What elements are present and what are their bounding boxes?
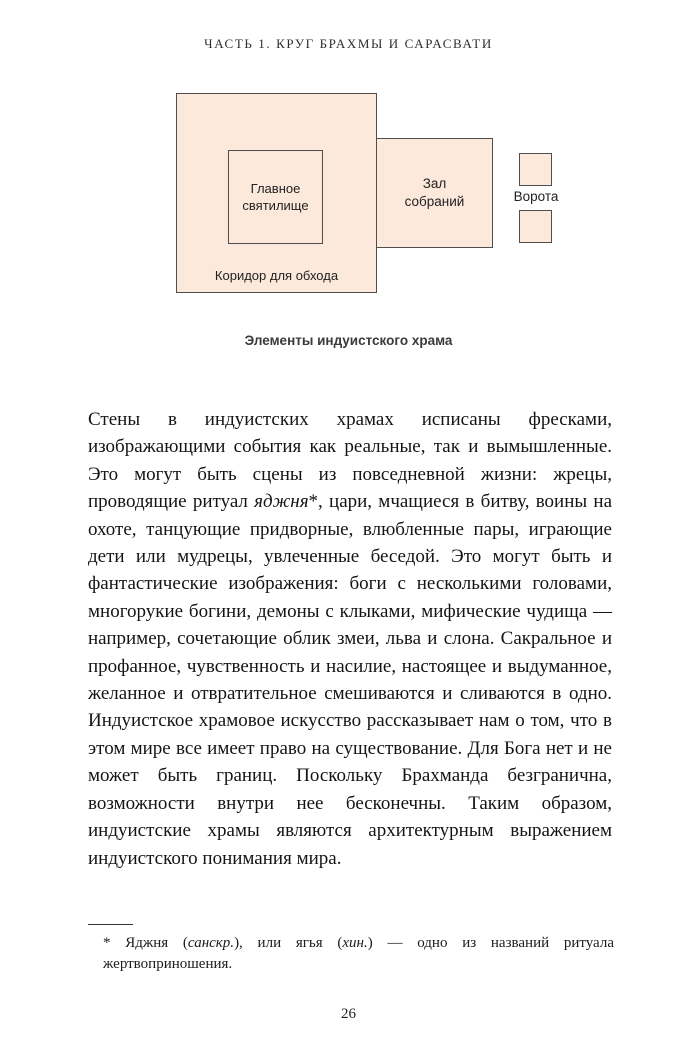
body-paragraph [88, 406, 612, 872]
text-segment: ) — одно из названий ритуала жертвоприношения. [103, 935, 614, 972]
text-segment: Стены в индуистских храмах исписаны фресками, изображающими события как реальные, так и вымышленные. Это могут быть сцены из повседневной жизни: жрецы, проводящие ритуал [88, 409, 612, 513]
assembly-hall-label: Зал собраний [404, 176, 465, 209]
diagram-caption: Элементы индуистского храма [244, 333, 453, 348]
text-segment: ), или ягья ( [234, 935, 343, 951]
footnote-text [103, 933, 614, 975]
text-segment: хин. [342, 935, 368, 951]
assembly-hall-rect [376, 138, 493, 248]
main-shrine-rect [228, 150, 323, 244]
text-segment: *, цари, мчащиеся в битву, воины на охоте, танцующие придворные, влюбленные пары, играющие дети или мудрецы, увлеченные беседой. Это могут быть и фантастические изображения: боги с несколькими головами, многорукие богини, демоны с клыками, мифические чудища — например, сочетающие облик змеи, льва и слона. Сакральное и профанное, чувственность и насилие, настоящее и выдуманное, желанное и отвратительное смешиваются и сливаются в одно. Индуистское храмовое искусство рассказывает нам о том, что в этом мире все имеет право на существование. Для Бога нет и не может быть границ. Поскольку Брахманда безгранична, возможности внутри нее бесконечны. Таким образом, индуистские храмы являются архитектурным выражением индуистского понимания мира. [88, 491, 613, 869]
text-segment: санскр. [187, 935, 235, 951]
gates-label: Ворота [513, 189, 559, 204]
text-segment: яджня [254, 491, 309, 513]
text-segment: * Яджня ( [103, 935, 188, 951]
corridor-label: Коридор для обхода [214, 268, 339, 283]
main-shrine-label: Главное святилище [242, 181, 309, 213]
gate-bottom-rect [519, 210, 552, 243]
page-number: 26 [341, 1006, 356, 1022]
footnote-divider [88, 924, 133, 925]
gate-top-rect [519, 153, 552, 186]
running-header: ЧАСТЬ 1. КРУГ БРАХМЫ И САРАСВАТИ [204, 36, 493, 51]
